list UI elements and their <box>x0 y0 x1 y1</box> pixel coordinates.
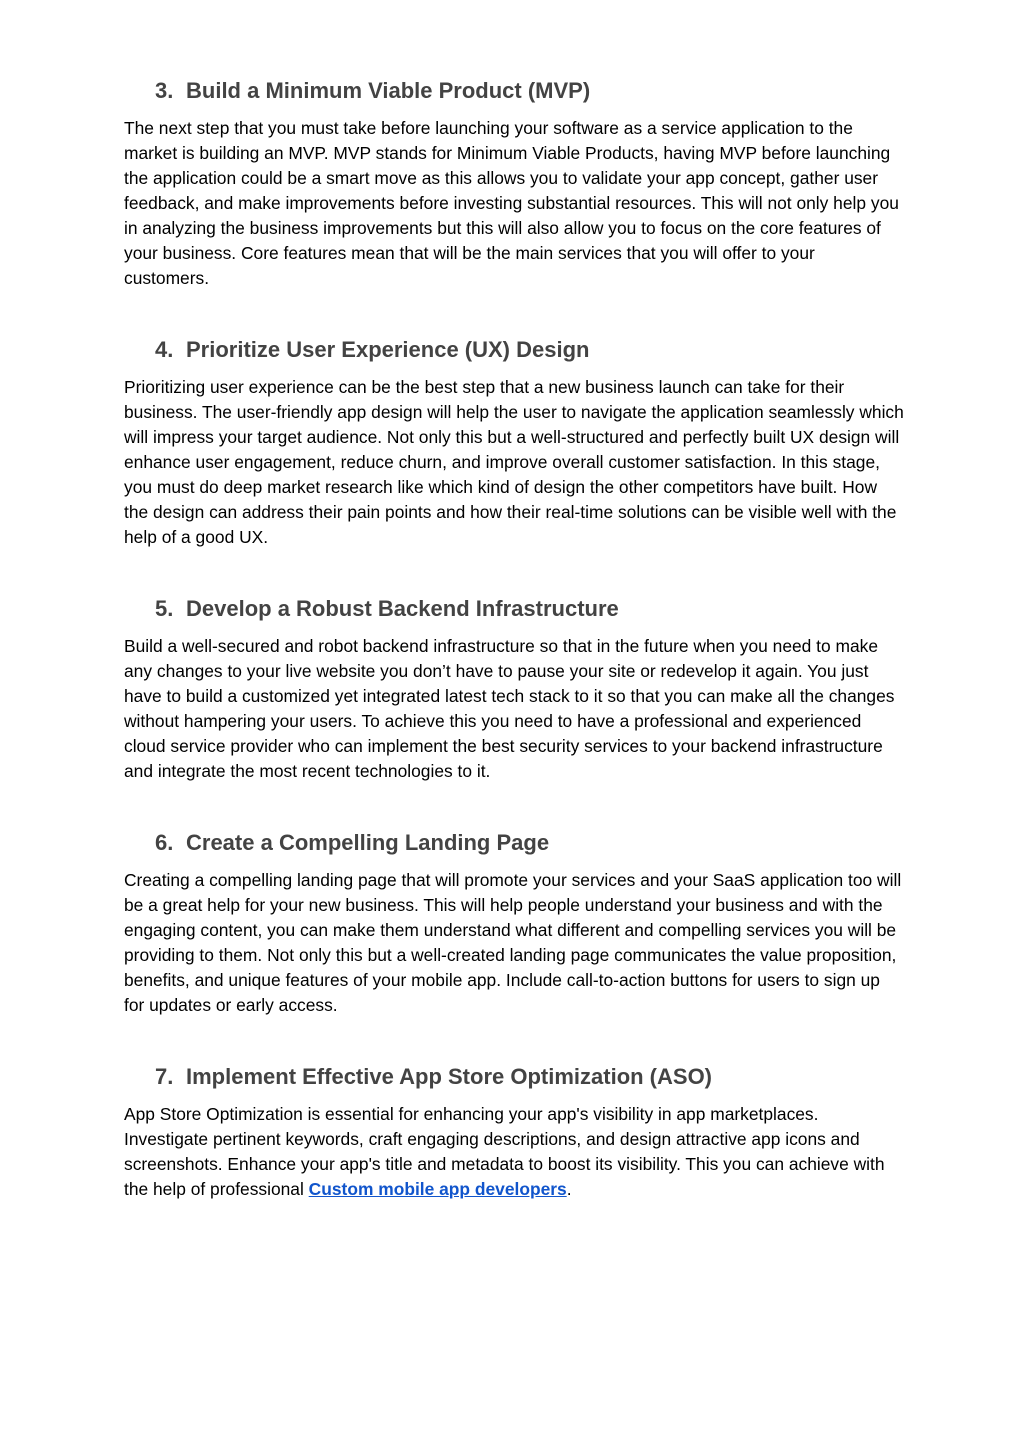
section-app-store-optimization <box>124 1060 904 1202</box>
section-number: 7. <box>155 1064 174 1089</box>
document-page <box>124 74 904 1202</box>
section-number: 6. <box>155 830 174 855</box>
section-heading <box>124 826 904 860</box>
section-heading <box>124 592 904 626</box>
section-title: Develop a Robust Backend Infrastructure <box>186 596 619 621</box>
section-landing-page <box>124 826 904 1018</box>
section-heading <box>124 333 904 367</box>
section-paragraph: The next step that you must take before launching your software as a service application to the market is building an MVP. MVP stands for Minimum Viable Products, having MVP before launching the application could be a smart move as this allows you to validate your app concept, gather user feedback, and make improvements before investing substantial resources. This will not only help you in analyzing the business improvements but this will also allow you to focus on the core features of your business. Core features mean that will be the main services that you will offer to your customers. <box>124 118 899 288</box>
section-title: Prioritize User Experience (UX) Design <box>186 337 590 362</box>
section-title: Create a Compelling Landing Page <box>186 830 550 855</box>
section-title: Build a Minimum Viable Product (MVP) <box>186 78 591 103</box>
section-ux-design <box>124 333 904 550</box>
section-number: 5. <box>155 596 174 621</box>
paragraph-text: App Store Optimization is essential for enhancing your app's visibility in app marketplaces. Investigate pertinent keywords, craft engaging descriptions, and design attractive app icons and screenshots. Enhance your app's title and metadata to boost its visibility. This you can achieve with the help of professional <box>124 1104 885 1199</box>
section-number: 3. <box>155 78 174 103</box>
section-backend-infrastructure <box>124 592 904 784</box>
section-paragraph: Creating a compelling landing page that will promote your services and your SaaS application too will be a great help for your new business. This will help people understand your business and with the engaging content, you can make them understand what different and compelling services you will be providing to them. Not only this but a well-created landing page communicates the value proposition, benefits, and unique features of your mobile app. Include call-to-action buttons for users to sign up for updates or early access. <box>124 870 902 1015</box>
section-number: 4. <box>155 337 174 362</box>
section-paragraph <box>124 1102 904 1202</box>
section-paragraph: Prioritizing user experience can be the best step that a new business launch can take for their business. The user-friendly app design will help the user to navigate the application seamlessly which will impress your target audience. Not only this but a well-structured and perfectly built UX design will enhance user engagement, reduce churn, and improve overall customer satisfaction. In this stage, you must do deep market research like which kind of design the other competitors have built. How the design can address their pain points and how their real-time solutions can be visible well with the help of a good UX. <box>124 377 904 547</box>
section-paragraph: Build a well-secured and robot backend infrastructure so that in the future when you need to make any changes to your live website you don’t have to pause your site or redevelop it again. You just have to build a customized yet integrated latest tech stack to it so that you can make all the changes without hampering your users. To achieve this you need to have a professional and experienced cloud service provider who can implement the best security services to your backend infrastructure and integrate the most recent technologies to it. <box>124 636 895 781</box>
paragraph-end: . <box>566 1179 572 1199</box>
section-heading <box>124 1060 904 1094</box>
section-title: Implement Effective App Store Optimization (ASO) <box>186 1064 713 1089</box>
custom-mobile-app-developers-link[interactable]: Custom mobile app developers <box>308 1179 567 1199</box>
section-heading <box>124 74 904 108</box>
section-build-mvp <box>124 74 904 291</box>
